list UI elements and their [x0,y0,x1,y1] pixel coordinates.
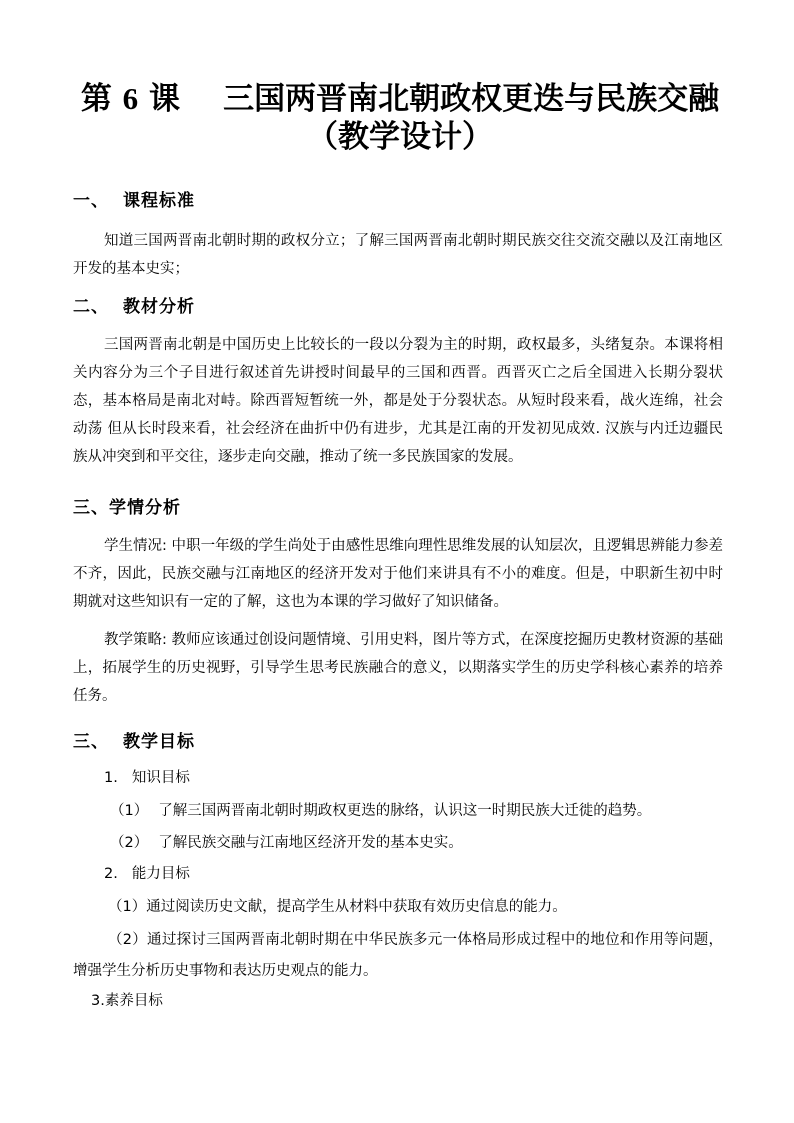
paragraph-strategy: 教学策略: 教师应该通过创设问题情境、引用史料，图片等方式，在深度挖掘历史教材资源的基础上，拓展学生的历史视野，引导学生思考民族融合的意义，以期落实学生的历史学科核心素养的培养任务。 [73,632,723,704]
section-heading-analysis [73,299,195,316]
paragraph-analysis: 三国两晋南北朝是中国历史上比较长的一段以分裂为主的时期，政权最多，头绪复杂。本课将相关内容分为三个子目进行叙述首先讲授时间最早的三国和西晋。西晋灭亡之后全国进入长期分裂状态，基本格局是南北对峙。除西晋短暂统一外，都是处于分裂状态。从短时段来看，战火连绵，社会动荡 但从长时段来看，社会经济在曲折中仍有进步，尤其是江南的开发初见成效. 汉族与内迁边疆民族从冲突到和平交往，逐步走向交融，推动了统一多民族国家的发展。 [73,337,723,465]
list-item-text: 了解三国两晋南北朝时期政权更迭的脉络，认识这一时期民族大迁徙的趋势。 [158,803,652,819]
title-prefix: 第 [80,81,112,117]
goal-ability [104,867,190,882]
lesson-number: 6 [122,81,139,116]
list-marker: （1） [110,803,149,819]
goal-knowledge-item-1 [110,804,651,819]
paragraph-students: 学生情况: 中职一年级的学生尚处于由感性思维向理性思维发展的认知层次，且逻辑思辨能力参差不齐，因此，民族交融与江南地区的经济开发对于他们来讲具有不小的难度。但是，中职新生初中时期就对这些知识有一定的了解，这也为本课的学习做好了知识储备。 [73,538,723,610]
title-main: 三国两晋南北朝政权更迭与民族交融 [223,81,720,117]
goal-label: 知识目标 [131,770,190,786]
section-heading-students [73,500,181,517]
section-title: 学情分析 [109,498,181,518]
page-title [60,83,740,115]
section-title: 教材分析 [123,297,195,317]
section-marker: 一、 [73,191,109,211]
goal-ability-item-1: （1）通过阅读历史文献，提高学生从材料中获取有效历史信息的能力。 [108,899,567,915]
list-marker: 1. [104,770,118,786]
section-title: 教学目标 [123,732,195,752]
section-marker: 二、 [73,297,109,317]
list-marker: 2. [104,866,118,882]
section-marker: 三、 [73,498,109,518]
section-heading-standard [73,193,195,210]
goal-ability-item-2: （2）通过探讨三国两晋南北朝时期在中华民族多元一体格局形成过程中的地位和作用等问题，增强学生分析历史事物和表达历史观点的能力。 [73,932,723,979]
title-suffix: 课 [148,81,180,117]
paragraph-standard: 知道三国两晋南北朝时期的政权分立；了解三国两晋南北朝时期民族交往交流交融以及江南地区开发的基本史实； [73,233,723,277]
goal-knowledge [104,771,190,786]
section-heading-goals [73,734,195,751]
goal-knowledge-item-2 [110,836,463,851]
section-marker: 三、 [73,732,109,752]
list-marker: （2） [110,835,149,851]
goal-literacy: 3.素养目标 [91,993,163,1009]
list-item-text: 了解民族交融与江南地区经济开发的基本史实。 [158,835,463,851]
page-subtitle: （教学设计） [307,119,493,155]
goal-label: 能力目标 [131,866,190,882]
section-title: 课程标准 [123,191,195,211]
